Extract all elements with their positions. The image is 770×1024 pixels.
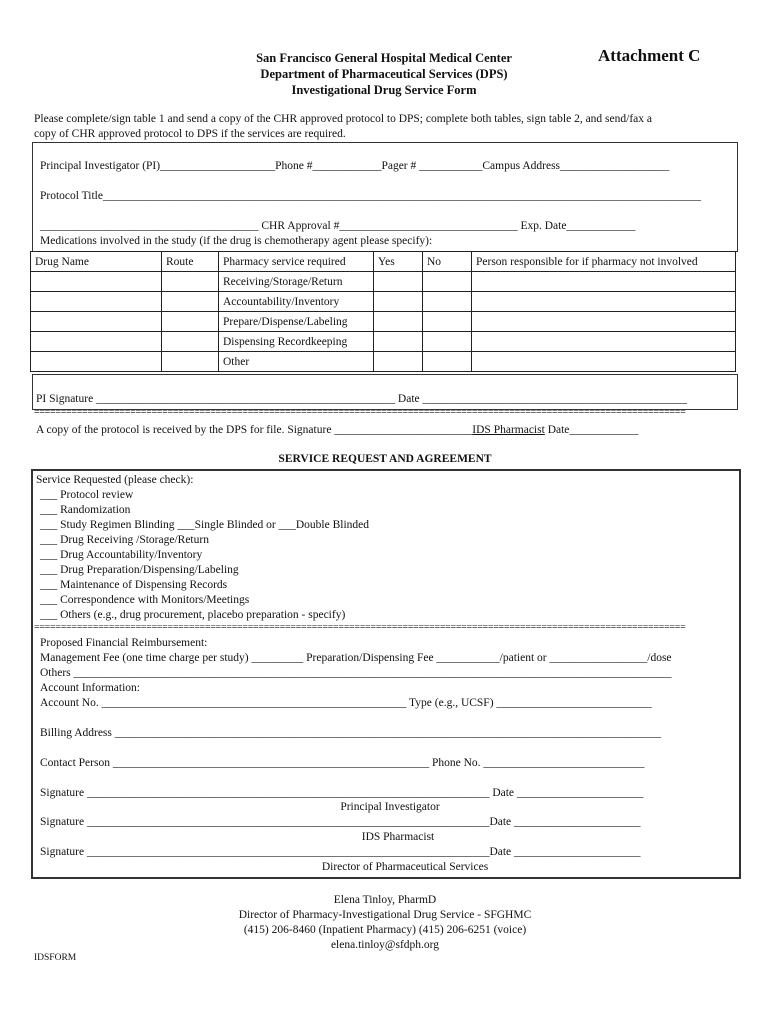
yes-cell[interactable] [374, 292, 423, 312]
instructions-line-1: Please complete/sign table 1 and send a copy of the CHR approved protocol to DPS; complete both tables, sign table 2, and send/fax a [34, 113, 652, 125]
drug-name-cell[interactable] [31, 312, 162, 332]
col-drug-name: Drug Name [31, 252, 162, 272]
col-service: Pharmacy service required [219, 252, 374, 272]
form-id: IDSFORM [34, 953, 77, 963]
ids-sign-line[interactable]: Signature ______________________________________________________________________Date ______________________ [40, 816, 641, 828]
yes-cell[interactable] [374, 352, 423, 372]
contact-email[interactable]: elena.tinloy@sfdph.org [330, 939, 440, 951]
no-cell[interactable] [423, 312, 472, 332]
person-cell[interactable] [472, 312, 736, 332]
route-cell[interactable] [162, 272, 219, 292]
yes-cell[interactable] [374, 312, 423, 332]
no-cell[interactable] [423, 272, 472, 292]
service-item[interactable]: ___ Drug Receiving /Storage/Return [40, 534, 209, 546]
others-line[interactable]: Others ________________________________________________________________________________________________________ [40, 667, 672, 679]
attachment-label: Attachment C [598, 46, 701, 65]
table-row [31, 292, 736, 312]
person-cell[interactable] [472, 332, 736, 352]
hospital-name: San Francisco General Hospital Medical Center [256, 51, 512, 65]
account-no-line[interactable]: Account No. _____________________________________________________ Type (e.g., UCSF) ___________________________ [40, 697, 652, 709]
separator-1: ========================================================================================================================== [34, 408, 686, 418]
route-cell[interactable] [162, 312, 219, 332]
drug-name-cell[interactable] [31, 352, 162, 372]
instructions-line-2: copy of CHR approved protocol to DPS if the services are required. [34, 128, 346, 140]
person-cell[interactable] [472, 292, 736, 312]
route-cell[interactable] [162, 292, 219, 312]
service-cell: Other [219, 352, 374, 372]
medications-label: Medications involved in the study (if the drug is chemotherapy agent please specify): [40, 235, 433, 247]
protocol-title-line[interactable]: Protocol Title________________________________________________________________________________________________________ [40, 190, 701, 202]
director-sign-line[interactable]: Signature ______________________________________________________________________Date ______________________ [40, 846, 641, 858]
person-cell[interactable] [472, 352, 736, 372]
service-cell: Dispensing Recordkeeping [219, 332, 374, 352]
pi-role-label: Principal Investigator [340, 801, 440, 813]
director-role-label: Director of Pharmaceutical Services [321, 861, 489, 873]
service-item[interactable]: ___ Randomization [40, 504, 131, 516]
chr-approval-line[interactable]: ______________________________________ CHR Approval #_______________________________ Exp. Date____________ [40, 220, 636, 232]
separator-2: ========================================================================================================================== [34, 623, 686, 633]
pi-info-line[interactable]: Principal Investigator (PI)____________________Phone #____________Pager # ___________Campus Address___________________ [40, 160, 670, 172]
table-row [31, 312, 736, 332]
no-cell[interactable] [423, 292, 472, 312]
fee-line[interactable]: Management Fee (one time charge per study) _________ Preparation/Dispensing Fee ___________/patient or _________________/dose [40, 652, 672, 664]
service-item[interactable]: ___ Others (e.g., drug procurement, placebo preparation - specify) [40, 609, 346, 621]
table-header-row [31, 252, 736, 272]
col-no: No [423, 252, 472, 272]
pi-signature-line[interactable]: PI Signature ____________________________________________________ Date ______________________________________________ [36, 393, 688, 405]
table-row [31, 352, 736, 372]
service-requested-label: Service Requested (please check): [36, 474, 194, 486]
department-name: Department of Pharmaceutical Services (DPS) [260, 67, 508, 81]
receipt-suffix: Date____________ [544, 424, 639, 436]
service-item[interactable]: ___ Correspondence with Monitors/Meetings [40, 594, 250, 606]
col-route: Route [162, 252, 219, 272]
no-cell[interactable] [423, 332, 472, 352]
pi-sign-line[interactable]: Signature ______________________________________________________________________ Date ______________________ [40, 787, 644, 799]
yes-cell[interactable] [374, 332, 423, 352]
agreement-title: SERVICE REQUEST AND AGREEMENT [278, 453, 492, 465]
service-item[interactable]: ___ Drug Accountability/Inventory [40, 549, 203, 561]
billing-address-line[interactable]: Billing Address _______________________________________________________________________________________________ [40, 727, 662, 739]
service-cell: Receiving/Storage/Return [219, 272, 374, 292]
route-cell[interactable] [162, 352, 219, 372]
service-cell: Accountability/Inventory [219, 292, 374, 312]
ids-pharmacist-label: IDS Pharmacist [472, 424, 545, 436]
col-person: Person responsible for if pharmacy not involved [472, 252, 736, 272]
drug-name-cell[interactable] [31, 332, 162, 352]
person-cell[interactable] [472, 272, 736, 292]
contact-name: Elena Tinloy, PharmD [333, 894, 437, 906]
yes-cell[interactable] [374, 272, 423, 292]
contact-phones: (415) 206-8460 (Inpatient Pharmacy) (415) 206-6251 (voice) [243, 924, 527, 936]
drug-name-cell[interactable] [31, 272, 162, 292]
receipt-prefix: A copy of the protocol is received by the DPS for file. Signature ________________________ [36, 424, 473, 436]
contact-person-line[interactable]: Contact Person _______________________________________________________ Phone No. ____________________________ [40, 757, 645, 769]
service-item[interactable]: ___ Protocol review [40, 489, 134, 501]
contact-title: Director of Pharmacy-Investigational Drug Service - SFGHMC [238, 909, 532, 921]
drug-table [30, 251, 736, 372]
ids-role-label: IDS Pharmacist [361, 831, 435, 843]
account-info-label: Account Information: [40, 682, 140, 694]
table-row [31, 332, 736, 352]
service-item[interactable]: ___ Drug Preparation/Dispensing/Labeling [40, 564, 239, 576]
drug-name-cell[interactable] [31, 292, 162, 312]
form-title: Investigational Drug Service Form [291, 83, 477, 97]
dps-receipt-line[interactable] [36, 424, 638, 436]
table-row [31, 272, 736, 292]
route-cell[interactable] [162, 332, 219, 352]
service-item[interactable]: ___ Maintenance of Dispensing Records [40, 579, 228, 591]
col-yes: Yes [374, 252, 423, 272]
service-item[interactable]: ___ Study Regimen Blinding ___Single Blinded or ___Double Blinded [40, 519, 370, 531]
financial-title: Proposed Financial Reimbursement: [40, 637, 208, 649]
no-cell[interactable] [423, 352, 472, 372]
service-cell: Prepare/Dispense/Labeling [219, 312, 374, 332]
